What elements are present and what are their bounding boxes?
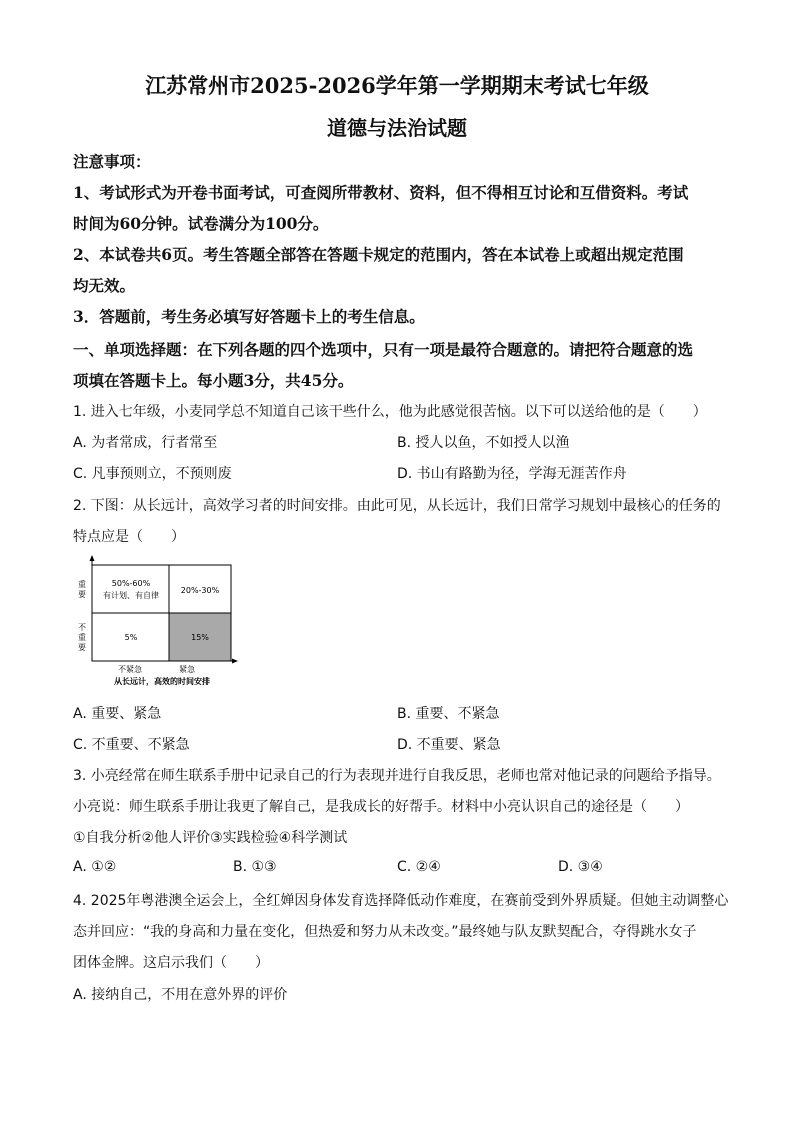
question-1-option-a: A. 为者常成，行者常至 <box>73 435 218 451</box>
y-label-char: 要 <box>78 590 86 599</box>
question-3-option-b: B. ①③ <box>233 859 277 875</box>
question-3-option-d: D. ③④ <box>558 859 603 875</box>
y-label-char: 不 <box>78 623 86 632</box>
question-3-option-c: C. ②④ <box>397 859 441 875</box>
section-1-heading-line-2: 项填在答题卡上。每小题3分，共45分。 <box>73 371 354 390</box>
x-label-urgent: 紧急 <box>179 665 195 674</box>
cell-2-value: 20%-30% <box>180 586 220 595</box>
chart-caption: 从长远计，高效的时间安排 <box>114 677 210 686</box>
cell-3-value: 5% <box>124 633 138 642</box>
y-label-unimportant <box>78 623 86 652</box>
notice-item-1-line-1: 1、考试形式为开卷书面考试，可查阅所带教材、资料，但不得相互讨论和互借资料。考试 <box>73 183 689 202</box>
cell-important-not-urgent <box>92 565 169 613</box>
question-2-option-c: C. 不重要、不紧急 <box>73 737 190 753</box>
notice-item-2-line-1: 2、本试卷共6页。考生答题全部答在答题卡规定的范围内，答在本试卷上或超出规定范围 <box>73 245 684 264</box>
y-label-important <box>78 579 86 599</box>
x-axis-arrow-icon <box>232 659 238 664</box>
y-label-char: 重 <box>78 633 86 642</box>
question-1-stem: 1. 进入七年级，小麦同学总不知道自己该干些什么，他为此感觉很苦恼。以下可以送给他的是（ ） <box>73 404 707 420</box>
notice-item-2-line-2: 均无效。 <box>73 276 136 295</box>
question-2-option-d: D. 不重要、紧急 <box>397 737 501 753</box>
question-3-option-a: A. ①② <box>73 859 117 875</box>
y-axis-arrow-icon <box>90 555 95 561</box>
question-1-option-b: B. 授人以鱼，不如授人以渔 <box>397 435 570 451</box>
question-3-stem-line-1: 3. 小亮经常在师生联系手册中记录自己的行为表现并进行自我反思，老师也常对他记录的问题给予指导。 <box>73 768 721 784</box>
question-4-stem-line-2: 态并回应：“我的身高和力量在变化，但热爱和努力从未改变。”最终她与队友默契配合，夺得跳水女子 <box>73 924 697 940</box>
section-1-heading-line-1: 一、单项选择题：在下列各题的四个选项中，只有一项是最符合题意的。请把符合题意的选 <box>73 340 694 359</box>
question-2-option-b: B. 重要、不紧急 <box>397 706 500 722</box>
cell-1-value: 50%-60% <box>111 579 151 588</box>
question-1-option-d: D. 书山有路勤为径，学海无涯苦作舟 <box>397 466 627 482</box>
title-line-2: 道德与法治试题 <box>327 116 467 140</box>
question-1-option-c: C. 凡事预则立，不预则废 <box>73 466 232 482</box>
question-4-stem-line-1: 4. 2025年粤港澳全运会上，全红婵因身体发育选择降低动作难度，在赛前受到外界质疑。但她主动调整心 <box>73 893 729 909</box>
question-2-stem-line-2: 特点应是（ ） <box>73 529 185 545</box>
cell-4-value: 15% <box>191 633 209 642</box>
y-label-char: 重 <box>78 580 86 589</box>
notice-item-1-line-2: 时间为60分钟。试卷满分为100分。 <box>73 214 329 233</box>
time-quadrant-chart <box>70 553 240 693</box>
cell-1-note: 有计划、有自律 <box>103 591 159 600</box>
notice-heading: 注意事项： <box>73 152 151 171</box>
question-2-option-a: A. 重要、紧急 <box>73 706 162 722</box>
question-4-stem-line-3: 团体金牌。这启示我们（ ） <box>73 955 269 971</box>
question-2-stem-line-1: 2. 下图：从长远计，高效学习者的时间安排。由此可见，从长远计，我们日常学习规划中最核心的任务的 <box>73 498 721 514</box>
x-label-not-urgent: 不紧急 <box>118 665 142 674</box>
question-4-option-a: A. 接纳自己，不用在意外界的评价 <box>73 987 288 1003</box>
title-line-1: 江苏常州市2025-2026学年第一学期期末考试七年级 <box>145 73 649 98</box>
y-label-char: 要 <box>78 643 86 652</box>
question-3-stem-line-3: ①自我分析②他人评价③实践检验④科学测试 <box>73 830 348 846</box>
question-3-stem-line-2: 小亮说：师生联系手册让我更了解自己，是我成长的好帮手。材料中小亮认识自己的途径是（ ） <box>73 799 689 815</box>
notice-item-3: 3．答题前，考生务必填写好答题卡上的考生信息。 <box>73 307 425 326</box>
